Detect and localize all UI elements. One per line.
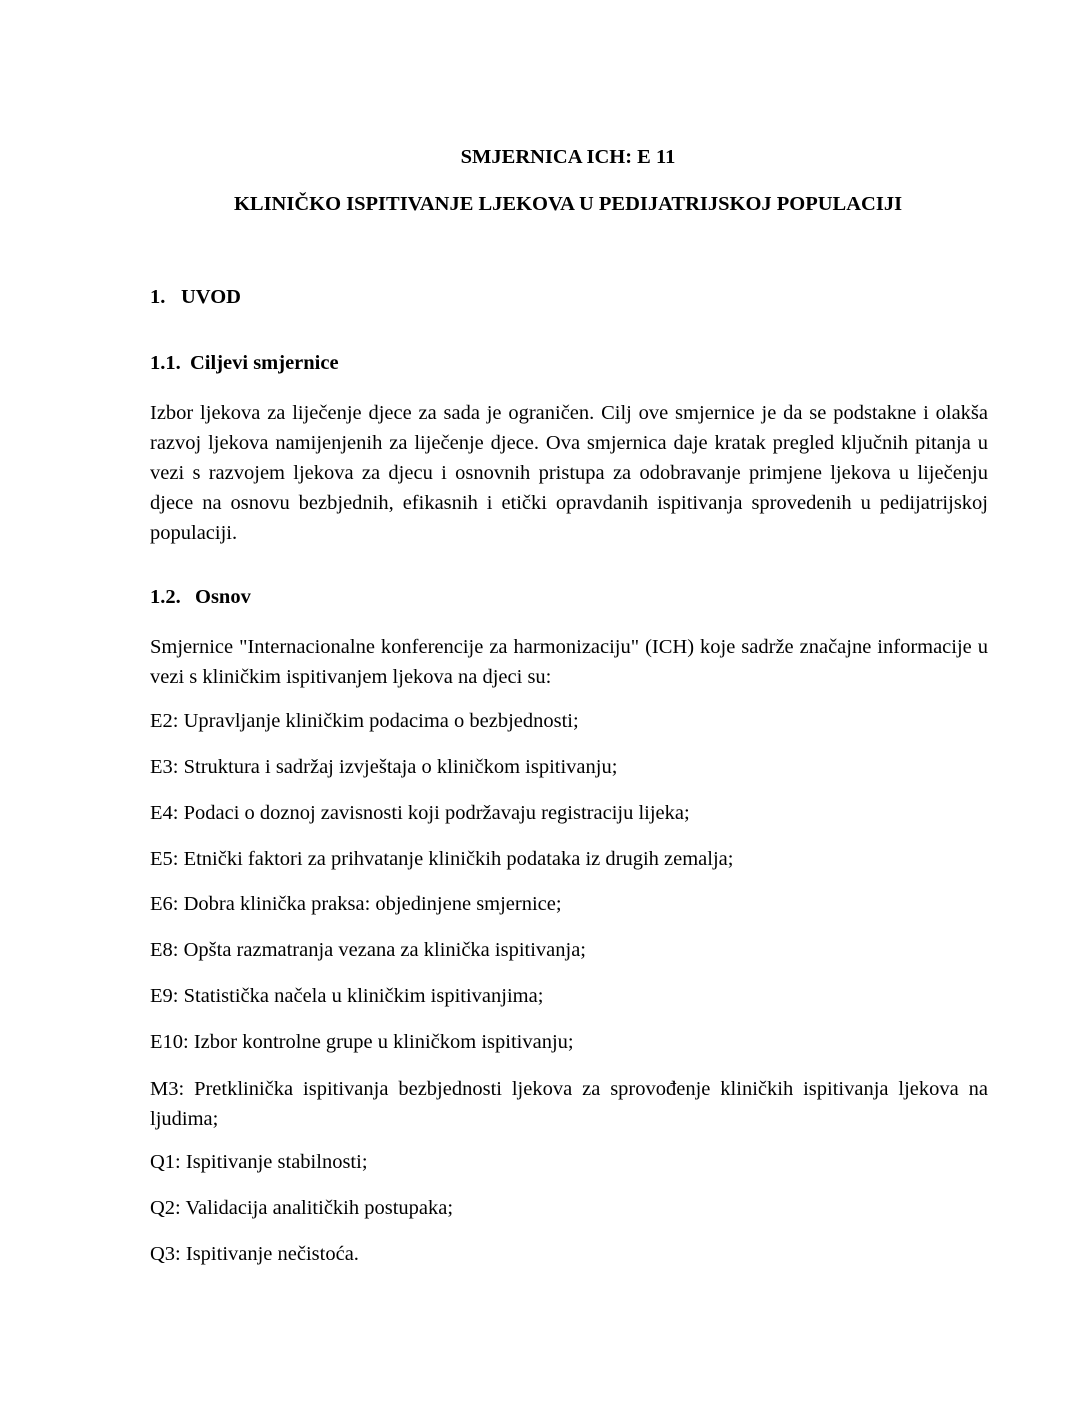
list-item: Q2: Validacija analitičkih postupaka;: [150, 1197, 454, 1219]
list-item: E6: Dobra klinička praksa: objedinjene smjernice;: [150, 893, 562, 915]
list-item: M3: Pretklinička ispitivanja bezbjednosti ljekova za sprovođenje kliničkih ispitivanja ljekova na ljudima;: [150, 1078, 988, 1130]
list-item: E9: Statistička načela u kliničkim ispitivanjima;: [150, 985, 544, 1007]
paragraph-ciljevi: Izbor ljekova za liječenje djece za sada je ograničen. Cilj ove smjernice je da se podstakne i olakša razvoj ljekova namijenjenih za liječenje djece. Ova smjernica daje kratak pregled ključnih pitanja u vezi s razvojem ljekova za djecu i osnovnih pristupa za odobravanje primjene ljekova u liječenju djece na osnovu bezbjednih, efikasnih i etički opravdanih ispitivanja sprovedenih u pedijatrijskoj populaciji.: [150, 402, 988, 544]
document-subtitle: KLINIČKO ISPITIVANJE LJEKOVA U PEDIJATRIJSKOJ POPULACIJI: [233, 193, 903, 215]
list-item: E2: Upravljanje kliničkim podacima o bezbjednosti;: [150, 710, 579, 732]
section-heading-1: [150, 286, 241, 309]
document-title: SMJERNICA ICH: E 11: [460, 146, 676, 168]
list-item: Q3: Ispitivanje nečistoća.: [150, 1243, 359, 1265]
list-item: E3: Struktura i sadržaj izvještaja o kliničkom ispitivanju;: [150, 756, 618, 778]
list-item: E4: Podaci o doznoj zavisnosti koji podržavaju registraciju lijeka;: [150, 802, 690, 824]
section-title: Osnov: [195, 586, 251, 608]
section-number: 1.2.: [150, 586, 181, 608]
list-item: Q1: Ispitivanje stabilnosti;: [150, 1151, 368, 1173]
section-number: 1.1.: [150, 352, 181, 374]
list-item: E8: Opšta razmatranja vezana za klinička ispitivanja;: [150, 939, 587, 961]
list-item: E5: Etnički faktori za prihvatanje kliničkih podataka iz drugih zemalja;: [150, 848, 734, 870]
section-heading-1-1: [150, 352, 339, 375]
section-title: UVOD: [181, 286, 241, 308]
list-item: E10: Izbor kontrolne grupe u kliničkom ispitivanju;: [150, 1031, 574, 1053]
section-number: 1.: [150, 286, 166, 308]
section-heading-1-2: [150, 586, 251, 609]
section-title: Ciljevi smjernice: [190, 352, 339, 374]
paragraph-osnov: Smjernice "Internacionalne konferencije za harmonizaciju" (ICH) koje sadrže značajne informacije u vezi s kliničkim ispitivanjem ljekova na djeci su:: [150, 636, 988, 688]
